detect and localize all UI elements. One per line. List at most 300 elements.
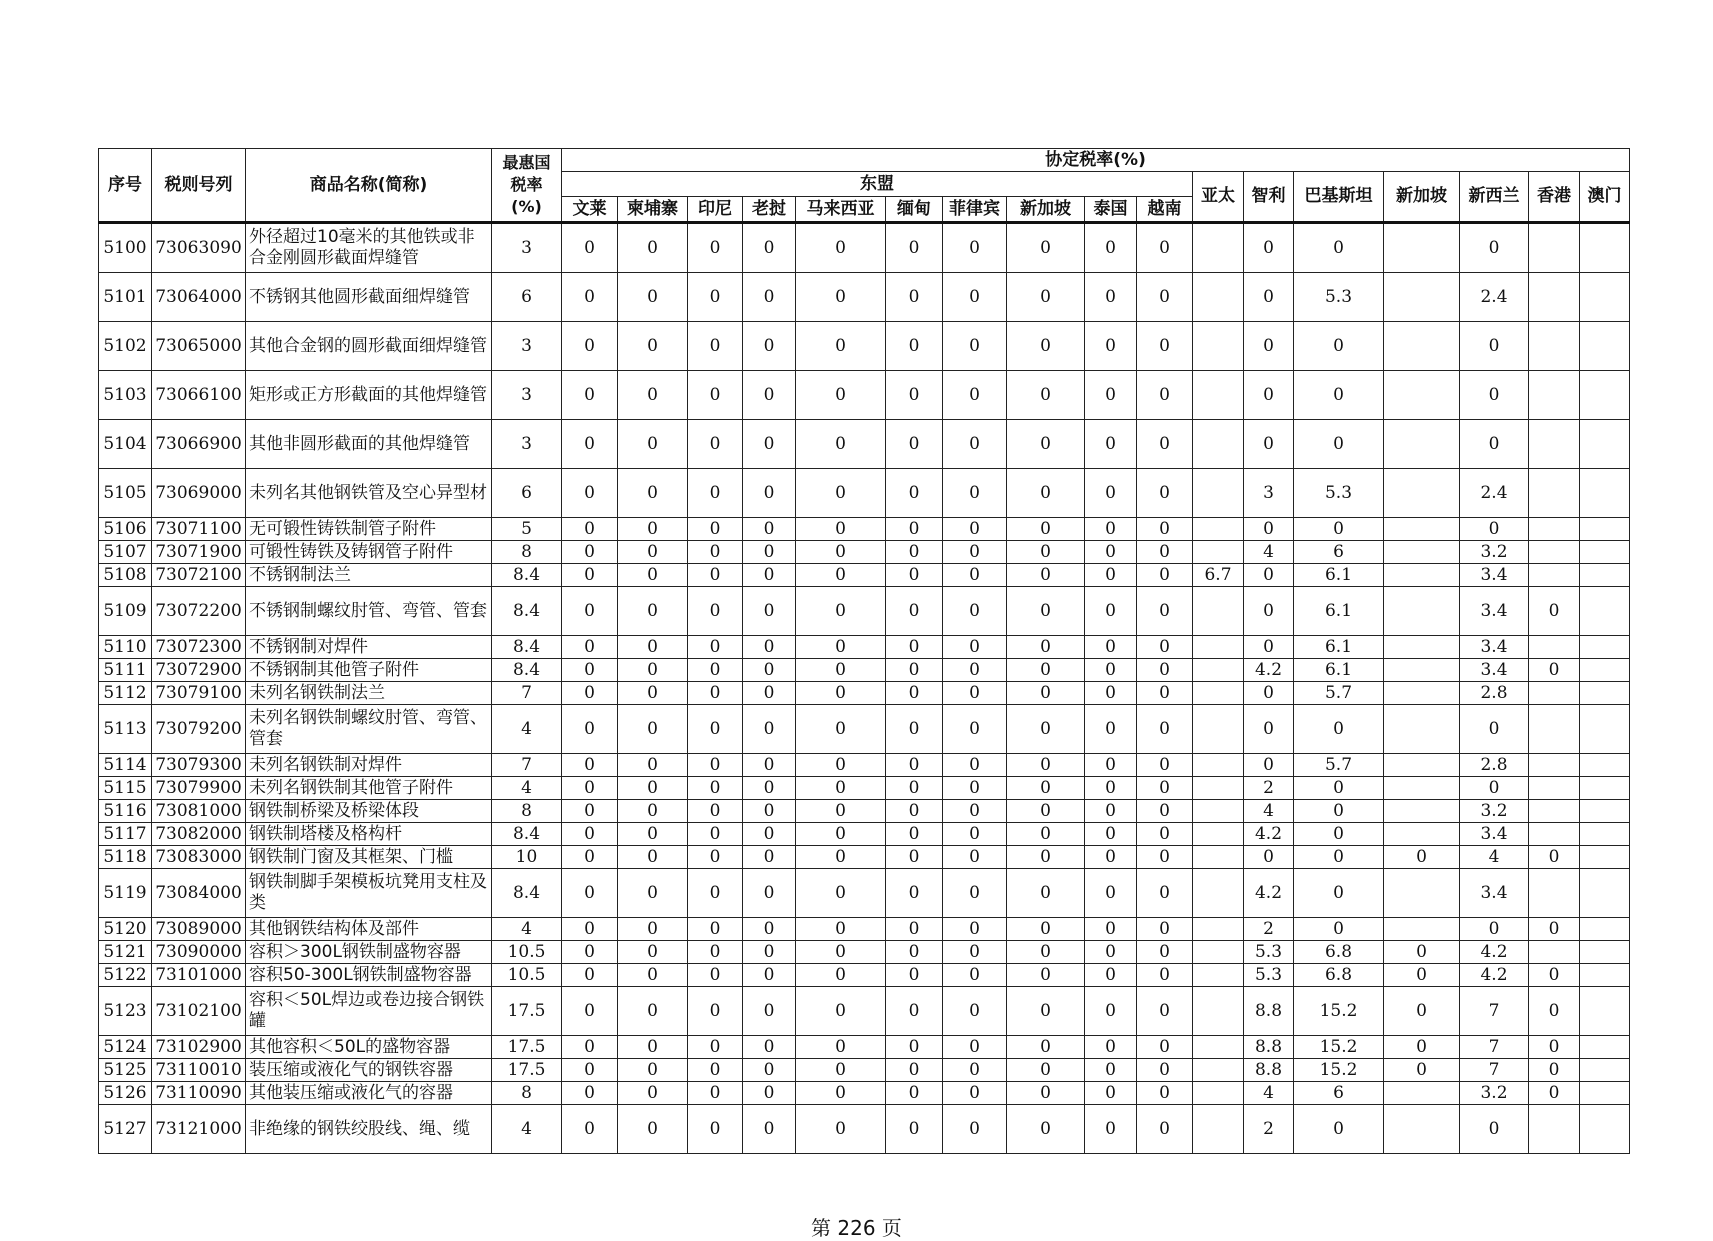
row-other-rate	[1384, 800, 1460, 823]
row-asean-rate: 0	[1137, 564, 1193, 587]
row-other-rate: 0	[1294, 777, 1384, 800]
table-row	[99, 469, 1630, 518]
row-asean-rate: 0	[618, 918, 688, 941]
row-mfn: 4	[492, 918, 562, 941]
row-other-rate: 6	[1294, 541, 1384, 564]
row-other-rate	[1529, 223, 1580, 273]
row-mfn: 8	[492, 541, 562, 564]
row-asean-rate: 0	[796, 846, 886, 869]
row-other-rate: 15.2	[1294, 1059, 1384, 1082]
row-asean-rate: 0	[1137, 1105, 1193, 1154]
header-asean-member: 马来西亚	[796, 197, 886, 223]
row-other-rate: 8.8	[1244, 1036, 1294, 1059]
table-row	[99, 518, 1630, 541]
row-other-rate: 0	[1460, 705, 1529, 754]
row-other-rate	[1384, 223, 1460, 273]
row-name: 外径超过10毫米的其他铁或非合金刚圆形截面焊缝管	[246, 223, 492, 273]
row-other-rate: 0	[1244, 846, 1294, 869]
row-other-rate	[1580, 777, 1630, 800]
row-other-rate: 0	[1294, 800, 1384, 823]
table-row	[99, 777, 1630, 800]
row-other-rate	[1193, 1036, 1244, 1059]
row-seq: 5127	[99, 1105, 152, 1154]
table-row	[99, 869, 1630, 918]
row-other-rate	[1529, 1105, 1580, 1154]
row-asean-rate: 0	[1007, 587, 1085, 636]
header-asean-member: 老挝	[743, 197, 796, 223]
row-asean-rate: 0	[1007, 1036, 1085, 1059]
row-other-rate	[1384, 754, 1460, 777]
row-asean-rate: 0	[796, 1036, 886, 1059]
row-other-rate	[1193, 941, 1244, 964]
row-asean-rate: 0	[743, 469, 796, 518]
row-asean-rate: 0	[886, 777, 943, 800]
row-asean-rate: 0	[886, 869, 943, 918]
row-asean-rate: 0	[796, 322, 886, 371]
row-asean-rate: 0	[688, 1059, 743, 1082]
row-other-rate	[1384, 1105, 1460, 1154]
row-other-rate: 0	[1294, 1105, 1384, 1154]
row-other-rate	[1193, 777, 1244, 800]
row-seq: 5117	[99, 823, 152, 846]
row-other-rate: 0	[1294, 705, 1384, 754]
row-asean-rate: 0	[1085, 941, 1137, 964]
row-other-rate: 0	[1294, 322, 1384, 371]
row-asean-rate: 0	[743, 918, 796, 941]
row-other-rate	[1580, 659, 1630, 682]
row-asean-rate: 0	[796, 420, 886, 469]
row-asean-rate: 0	[1085, 541, 1137, 564]
row-other-rate: 0	[1244, 420, 1294, 469]
row-other-rate: 6	[1294, 1082, 1384, 1105]
row-asean-rate: 0	[562, 223, 618, 273]
row-other-rate: 0	[1294, 869, 1384, 918]
row-asean-rate: 0	[886, 964, 943, 987]
row-code: 73072200	[152, 587, 246, 636]
row-other-rate: 7	[1460, 1036, 1529, 1059]
row-other-rate	[1580, 682, 1630, 705]
row-mfn: 8.4	[492, 587, 562, 636]
table-row	[99, 964, 1630, 987]
row-asean-rate: 0	[796, 273, 886, 322]
row-asean-rate: 0	[1137, 869, 1193, 918]
row-other-rate	[1580, 1105, 1630, 1154]
row-other-rate	[1529, 941, 1580, 964]
row-other-rate: 0	[1294, 371, 1384, 420]
row-asean-rate: 0	[743, 1082, 796, 1105]
row-asean-rate: 0	[562, 777, 618, 800]
row-asean-rate: 0	[1007, 223, 1085, 273]
row-mfn: 3	[492, 420, 562, 469]
row-asean-rate: 0	[796, 800, 886, 823]
row-asean-rate: 0	[562, 371, 618, 420]
row-other-rate: 0	[1244, 705, 1294, 754]
row-asean-rate: 0	[562, 754, 618, 777]
row-asean-rate: 0	[1085, 682, 1137, 705]
row-other-rate	[1193, 800, 1244, 823]
row-asean-rate: 0	[886, 518, 943, 541]
row-code: 73072100	[152, 564, 246, 587]
row-other-rate: 6.7	[1193, 564, 1244, 587]
row-other-rate	[1193, 223, 1244, 273]
row-other-rate	[1384, 1082, 1460, 1105]
row-asean-rate: 0	[618, 541, 688, 564]
row-asean-rate: 0	[562, 659, 618, 682]
row-mfn: 6	[492, 469, 562, 518]
row-other-rate	[1193, 469, 1244, 518]
row-other-rate	[1384, 420, 1460, 469]
page-number: 第 226 页	[811, 1216, 902, 1240]
row-other-rate: 5.3	[1244, 941, 1294, 964]
row-asean-rate: 0	[943, 322, 1007, 371]
row-other-rate: 7	[1460, 987, 1529, 1036]
row-other-rate	[1193, 918, 1244, 941]
row-asean-rate: 0	[743, 846, 796, 869]
row-mfn: 7	[492, 754, 562, 777]
row-other-rate	[1580, 636, 1630, 659]
row-asean-rate: 0	[688, 541, 743, 564]
row-other-rate: 0	[1244, 754, 1294, 777]
header-asean-member: 柬埔寨	[618, 197, 688, 223]
row-seq: 5123	[99, 987, 152, 1036]
row-code: 73079100	[152, 682, 246, 705]
row-asean-rate: 0	[943, 1082, 1007, 1105]
table-row	[99, 941, 1630, 964]
header-asean-member: 越南	[1137, 197, 1193, 223]
header-asean-member: 文莱	[562, 197, 618, 223]
row-asean-rate: 0	[886, 469, 943, 518]
row-asean-rate: 0	[743, 371, 796, 420]
row-asean-rate: 0	[618, 800, 688, 823]
row-other-rate: 0	[1244, 273, 1294, 322]
row-mfn: 4	[492, 705, 562, 754]
row-other-rate: 0	[1460, 371, 1529, 420]
row-other-rate	[1193, 636, 1244, 659]
row-other-rate	[1580, 541, 1630, 564]
header-other-3: 新加坡	[1384, 172, 1460, 223]
row-asean-rate: 0	[943, 754, 1007, 777]
row-asean-rate: 0	[688, 987, 743, 1036]
row-other-rate: 5.7	[1294, 754, 1384, 777]
row-asean-rate: 0	[1085, 846, 1137, 869]
row-asean-rate: 0	[1085, 469, 1137, 518]
table-row	[99, 823, 1630, 846]
row-asean-rate: 0	[943, 223, 1007, 273]
row-other-rate	[1529, 800, 1580, 823]
row-asean-rate: 0	[688, 1105, 743, 1154]
row-name: 未列名钢铁制其他管子附件	[246, 777, 492, 800]
row-asean-rate: 0	[796, 1082, 886, 1105]
row-other-rate: 0	[1384, 1036, 1460, 1059]
row-other-rate: 6.8	[1294, 964, 1384, 987]
row-other-rate: 2.8	[1460, 754, 1529, 777]
row-seq: 5125	[99, 1059, 152, 1082]
row-asean-rate: 0	[886, 659, 943, 682]
row-asean-rate: 0	[1085, 705, 1137, 754]
row-name: 容积＜50L焊边或卷边接合钢铁罐	[246, 987, 492, 1036]
row-other-rate	[1580, 322, 1630, 371]
row-asean-rate: 0	[688, 636, 743, 659]
row-asean-rate: 0	[562, 1082, 618, 1105]
row-other-rate	[1384, 541, 1460, 564]
row-other-rate: 0	[1294, 420, 1384, 469]
row-seq: 5121	[99, 941, 152, 964]
row-other-rate: 0	[1294, 223, 1384, 273]
row-asean-rate: 0	[796, 941, 886, 964]
row-other-rate	[1580, 1059, 1630, 1082]
row-asean-rate: 0	[796, 987, 886, 1036]
row-other-rate	[1193, 682, 1244, 705]
table-row	[99, 587, 1630, 636]
row-asean-rate: 0	[688, 777, 743, 800]
row-asean-rate: 0	[943, 846, 1007, 869]
row-asean-rate: 0	[743, 941, 796, 964]
row-asean-rate: 0	[743, 705, 796, 754]
row-other-rate: 0	[1529, 1036, 1580, 1059]
row-asean-rate: 0	[886, 800, 943, 823]
row-asean-rate: 0	[618, 705, 688, 754]
row-other-rate: 5.7	[1294, 682, 1384, 705]
row-other-rate	[1193, 754, 1244, 777]
row-mfn: 8.4	[492, 869, 562, 918]
row-code: 73071100	[152, 518, 246, 541]
row-code: 73102900	[152, 1036, 246, 1059]
row-seq: 5116	[99, 800, 152, 823]
row-other-rate: 2.8	[1460, 682, 1529, 705]
row-asean-rate: 0	[1007, 469, 1085, 518]
row-asean-rate: 0	[743, 987, 796, 1036]
row-seq: 5109	[99, 587, 152, 636]
row-other-rate: 5.3	[1294, 273, 1384, 322]
row-asean-rate: 0	[743, 273, 796, 322]
row-asean-rate: 0	[943, 541, 1007, 564]
row-other-rate	[1529, 754, 1580, 777]
row-asean-rate: 0	[1007, 1082, 1085, 1105]
row-other-rate: 0	[1384, 846, 1460, 869]
row-asean-rate: 0	[886, 420, 943, 469]
row-asean-rate: 0	[1085, 1082, 1137, 1105]
row-asean-rate: 0	[618, 1105, 688, 1154]
row-other-rate	[1384, 564, 1460, 587]
row-other-rate	[1193, 371, 1244, 420]
row-asean-rate: 0	[796, 659, 886, 682]
table-row	[99, 273, 1630, 322]
row-mfn: 10.5	[492, 941, 562, 964]
row-asean-rate: 0	[886, 705, 943, 754]
row-mfn: 17.5	[492, 987, 562, 1036]
row-asean-rate: 0	[562, 823, 618, 846]
row-other-rate: 4.2	[1460, 964, 1529, 987]
row-asean-rate: 0	[943, 469, 1007, 518]
row-asean-rate: 0	[943, 518, 1007, 541]
row-name: 其他非圆形截面的其他焊缝管	[246, 420, 492, 469]
row-asean-rate: 0	[1085, 777, 1137, 800]
row-asean-rate: 0	[886, 823, 943, 846]
row-other-rate: 0	[1244, 223, 1294, 273]
table-row	[99, 1036, 1630, 1059]
row-other-rate: 4.2	[1460, 941, 1529, 964]
row-asean-rate: 0	[1137, 541, 1193, 564]
row-other-rate	[1384, 322, 1460, 371]
row-other-rate: 0	[1244, 518, 1294, 541]
row-asean-rate: 0	[743, 564, 796, 587]
row-name: 非绝缘的钢铁绞股线、绳、缆	[246, 1105, 492, 1154]
row-asean-rate: 0	[1007, 518, 1085, 541]
row-mfn: 17.5	[492, 1059, 562, 1082]
row-asean-rate: 0	[1137, 659, 1193, 682]
row-other-rate: 0	[1294, 918, 1384, 941]
header-name: 商品名称(简称)	[246, 149, 492, 223]
row-other-rate	[1193, 1059, 1244, 1082]
row-other-rate	[1193, 1105, 1244, 1154]
row-seq: 5115	[99, 777, 152, 800]
row-code: 73063090	[152, 223, 246, 273]
row-asean-rate: 0	[1085, 1105, 1137, 1154]
row-asean-rate: 0	[796, 564, 886, 587]
row-code: 73079900	[152, 777, 246, 800]
row-mfn: 8	[492, 800, 562, 823]
row-other-rate	[1580, 987, 1630, 1036]
row-asean-rate: 0	[886, 846, 943, 869]
row-asean-rate: 0	[943, 800, 1007, 823]
row-asean-rate: 0	[1137, 964, 1193, 987]
row-other-rate	[1580, 587, 1630, 636]
row-name: 容积50-300L钢铁制盛物容器	[246, 964, 492, 987]
row-other-rate: 0	[1529, 659, 1580, 682]
row-asean-rate: 0	[1137, 918, 1193, 941]
row-other-rate	[1580, 420, 1630, 469]
row-seq: 5107	[99, 541, 152, 564]
row-other-rate	[1384, 659, 1460, 682]
row-asean-rate: 0	[618, 754, 688, 777]
row-other-rate	[1193, 273, 1244, 322]
table-row	[99, 846, 1630, 869]
table-row	[99, 223, 1630, 273]
row-asean-rate: 0	[943, 777, 1007, 800]
row-asean-rate: 0	[886, 1105, 943, 1154]
row-asean-rate: 0	[1007, 918, 1085, 941]
row-code: 73079300	[152, 754, 246, 777]
row-asean-rate: 0	[1007, 869, 1085, 918]
row-asean-rate: 0	[1137, 987, 1193, 1036]
row-asean-rate: 0	[943, 659, 1007, 682]
row-name: 未列名钢铁制对焊件	[246, 754, 492, 777]
row-asean-rate: 0	[562, 518, 618, 541]
row-asean-rate: 0	[618, 846, 688, 869]
row-other-rate: 0	[1384, 964, 1460, 987]
row-other-rate: 3.4	[1460, 587, 1529, 636]
row-code: 73066100	[152, 371, 246, 420]
row-asean-rate: 0	[688, 371, 743, 420]
row-asean-rate: 0	[1007, 823, 1085, 846]
row-asean-rate: 0	[688, 420, 743, 469]
row-mfn: 4	[492, 1105, 562, 1154]
row-asean-rate: 0	[618, 659, 688, 682]
row-other-rate	[1384, 636, 1460, 659]
row-seq: 5120	[99, 918, 152, 941]
row-asean-rate: 0	[688, 564, 743, 587]
row-code: 73110090	[152, 1082, 246, 1105]
row-asean-rate: 0	[1137, 846, 1193, 869]
row-asean-rate: 0	[796, 371, 886, 420]
row-asean-rate: 0	[943, 869, 1007, 918]
row-other-rate: 2.4	[1460, 273, 1529, 322]
row-other-rate: 3.4	[1460, 636, 1529, 659]
row-other-rate: 3.2	[1460, 541, 1529, 564]
row-asean-rate: 0	[743, 420, 796, 469]
header-other-2: 巴基斯坦	[1294, 172, 1384, 223]
row-other-rate	[1529, 371, 1580, 420]
row-code: 73069000	[152, 469, 246, 518]
row-other-rate: 0	[1529, 918, 1580, 941]
row-other-rate: 4.2	[1244, 869, 1294, 918]
row-asean-rate: 0	[618, 420, 688, 469]
row-asean-rate: 0	[886, 273, 943, 322]
row-other-rate	[1580, 823, 1630, 846]
row-other-rate	[1529, 682, 1580, 705]
row-name: 不锈钢制其他管子附件	[246, 659, 492, 682]
row-other-rate: 0	[1529, 846, 1580, 869]
row-other-rate	[1193, 1082, 1244, 1105]
row-other-rate: 6.8	[1294, 941, 1384, 964]
row-asean-rate: 0	[1085, 371, 1137, 420]
row-asean-rate: 0	[1085, 420, 1137, 469]
table-row	[99, 541, 1630, 564]
row-asean-rate: 0	[562, 420, 618, 469]
row-asean-rate: 0	[688, 869, 743, 918]
row-asean-rate: 0	[688, 964, 743, 987]
row-other-rate: 3.2	[1460, 800, 1529, 823]
row-asean-rate: 0	[886, 223, 943, 273]
row-seq: 5101	[99, 273, 152, 322]
row-asean-rate: 0	[618, 1059, 688, 1082]
row-other-rate: 0	[1460, 322, 1529, 371]
row-other-rate	[1384, 371, 1460, 420]
row-asean-rate: 0	[796, 223, 886, 273]
row-other-rate: 5.3	[1244, 964, 1294, 987]
row-other-rate: 0	[1460, 223, 1529, 273]
row-asean-rate: 0	[1137, 1082, 1193, 1105]
row-other-rate: 4	[1460, 846, 1529, 869]
row-other-rate: 2	[1244, 777, 1294, 800]
row-asean-rate: 0	[688, 322, 743, 371]
row-asean-rate: 0	[688, 823, 743, 846]
row-asean-rate: 0	[1007, 273, 1085, 322]
header-agreement: 协定税率(%)	[562, 149, 1630, 172]
row-asean-rate: 0	[743, 869, 796, 918]
row-seq: 5105	[99, 469, 152, 518]
row-asean-rate: 0	[886, 636, 943, 659]
row-asean-rate: 0	[1137, 587, 1193, 636]
row-asean-rate: 0	[1007, 777, 1085, 800]
row-other-rate	[1580, 1082, 1630, 1105]
row-asean-rate: 0	[1007, 1105, 1085, 1154]
row-asean-rate: 0	[943, 564, 1007, 587]
row-asean-rate: 0	[562, 869, 618, 918]
row-asean-rate: 0	[1137, 223, 1193, 273]
row-asean-rate: 0	[562, 1036, 618, 1059]
row-other-rate	[1384, 705, 1460, 754]
row-asean-rate: 0	[1007, 541, 1085, 564]
row-asean-rate: 0	[1137, 420, 1193, 469]
header-asean-member: 印尼	[688, 197, 743, 223]
row-asean-rate: 0	[562, 964, 618, 987]
row-other-rate: 2.4	[1460, 469, 1529, 518]
row-asean-rate: 0	[1085, 636, 1137, 659]
row-other-rate: 0	[1460, 518, 1529, 541]
row-asean-rate: 0	[688, 518, 743, 541]
row-other-rate	[1529, 541, 1580, 564]
